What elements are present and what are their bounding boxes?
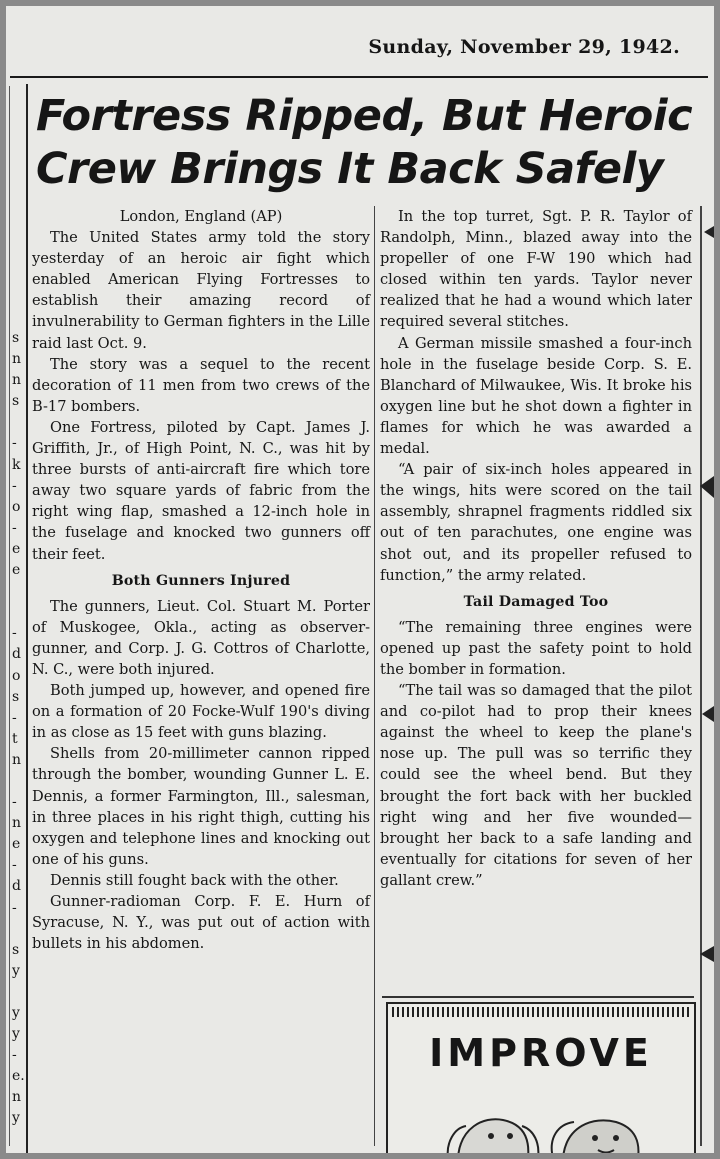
fragment-letter: - [12, 857, 17, 874]
paragraph: The gunners, Lieut. Col. Stuart M. Porter of Muskogee, Okla., acting as observer-gunner, and Corp. J. G. Cottros of Charlotte, N. C., were both injured. [32, 597, 370, 678]
column-divider [374, 206, 375, 1146]
fragment-letter: y [12, 962, 20, 979]
paragraph: The story was a sequel to the recent decoration of 11 men from two crews of the B-17 bombers. [32, 355, 370, 415]
fragment-letter: e [12, 836, 21, 853]
fragment-letter [12, 412, 24, 433]
fragment-letter: t [12, 730, 18, 747]
fragment-letter: s [12, 941, 20, 958]
paragraph: “The tail was so damaged that the pilot and co-pilot had to prop their knees against the wheel to keep the plane's nose up. The pull was so terrific they could see the wheel bend. But they brought the fort back with her buckled right wing and her five wounded—brought her back to a safe landing and eventually for citations for seven of her gallant crew.” [380, 682, 692, 889]
fragment-letter: e [12, 540, 21, 557]
article-column-2 [380, 206, 692, 891]
advertisement [386, 1002, 696, 1153]
fragment-letter: n [12, 1089, 22, 1106]
headline-line-2: Crew Brings It Back Safely [36, 144, 664, 194]
fragment-letter: s [12, 393, 20, 410]
fragment-letter: s [12, 330, 20, 346]
paragraph: The United States army told the story yesterday of an heroic air fight which enabled American Flying Fortresses to establish their amazing record of invulnerability to German fighters in the Lille raid last Oct. 9. [32, 229, 370, 352]
fragment-letter: - [12, 1047, 17, 1064]
paragraph: Dennis still fought back with the other. [50, 871, 339, 889]
paragraph: “The remaining three engines were opened up past the safety point to hold the bomber in formation. [380, 618, 692, 678]
fragment-letter: n [12, 351, 22, 368]
fragment-letter: o [12, 667, 21, 684]
subheading: Both Gunners Injured [111, 572, 291, 589]
fragment-letter: n [12, 751, 22, 768]
fragment-letter: - [12, 477, 17, 494]
ad-illustration [388, 1098, 694, 1153]
fragment-letter [12, 581, 24, 602]
paragraph: Gunner-radioman Corp. F. E. Hurn of Syracuse, N. Y., was put out of action with bullets in his abdomen. [32, 893, 370, 953]
issue-date: Sunday, November 29, 1942. [368, 36, 680, 58]
paragraph: Both jumped up, however, and opened fire on a formation of 20 Focke-Wulf 190's diving in as close as 15 feet with guns blazing. [32, 682, 370, 742]
masthead [6, 34, 714, 68]
article-column-1 [32, 206, 370, 954]
headline-line-1: Fortress Ripped, But Heroic [36, 91, 693, 141]
fragment-letter: e. [12, 1068, 25, 1085]
paragraph: A German missile smashed a four-inch hole in the fuselage beside Corp. S. E. Blanchard of Milwaukee, Wis. It broke his oxygen line but he shot down a fighter in flames for which he was awarded a medal. [380, 334, 692, 458]
ad-border-stripes [392, 1007, 690, 1017]
page-edge-line [9, 86, 10, 1146]
advertisement-rule [382, 996, 694, 998]
fragment-letter [12, 602, 24, 623]
paragraph: “A pair of six-inch holes appeared in the wings, hits were scored on the tail assembly, shrapnel fragments riddled six out of ten parachutes, one engine was shot out, and its propeller refused to function,” the army related. [380, 461, 692, 584]
masthead-rule [10, 76, 708, 78]
fragment-letter [12, 771, 24, 792]
fragment-letter: y [12, 1110, 20, 1127]
subheading: Tail Damaged Too [463, 593, 609, 610]
paragraph: In the top turret, Sgt. P. R. Taylor of Randolph, Minn., blazed away into the propeller of one F-W 190 which had closed within ten yards. Taylor never realized that he had a wound which later required several stitches. [380, 208, 692, 331]
fragment-letter: n [12, 372, 22, 389]
column-border-left [26, 84, 28, 1153]
ad-headline: IMPROVE [429, 1031, 653, 1075]
fragment-letter: e [12, 562, 21, 579]
fragment-letter: n [12, 815, 22, 832]
torn-edge-marks [694, 6, 714, 1153]
fragment-letter: d [12, 878, 21, 895]
fragment-letter: k [12, 456, 21, 473]
fragment-letter: - [12, 435, 17, 452]
paragraph: Shells from 20-millimeter cannon ripped through the bomber, wounding Gunner L. E. Dennis, a former Farmington, Ill., salesman, in three places in his right thigh, cutting his oxygen and telephone lines and knocking out one of his guns. [32, 745, 370, 868]
fragment-letter: - [12, 625, 17, 642]
article-dateline: London, England (AP) [119, 208, 283, 225]
fragment-letter [12, 982, 24, 1003]
fragment-letter: - [12, 794, 17, 811]
article-headline [36, 90, 696, 196]
fragment-letter: - [12, 519, 17, 536]
fragment-letter: - [12, 709, 17, 726]
fragment-letter: - [12, 899, 17, 916]
fragment-letter: y [12, 1005, 20, 1021]
paragraph: One Fortress, piloted by Capt. James J. Griffith, Jr., of High Point, N. C., was hit by three bursts of anti-aircraft fire which tore away two square yards of fabric from the right wing flap, smashed a 12-inch hole in the fuselage and knocked two gunners off their feet. [32, 418, 370, 563]
fragment-letter: o [12, 498, 21, 515]
newspaper-clipping [6, 6, 714, 1153]
fragment-letter: y [12, 1026, 20, 1043]
fragment-letter: d [12, 646, 21, 663]
fragment-letter: s [12, 688, 20, 705]
adjacent-column-fragments [12, 328, 24, 1130]
fragment-letter [12, 919, 24, 940]
